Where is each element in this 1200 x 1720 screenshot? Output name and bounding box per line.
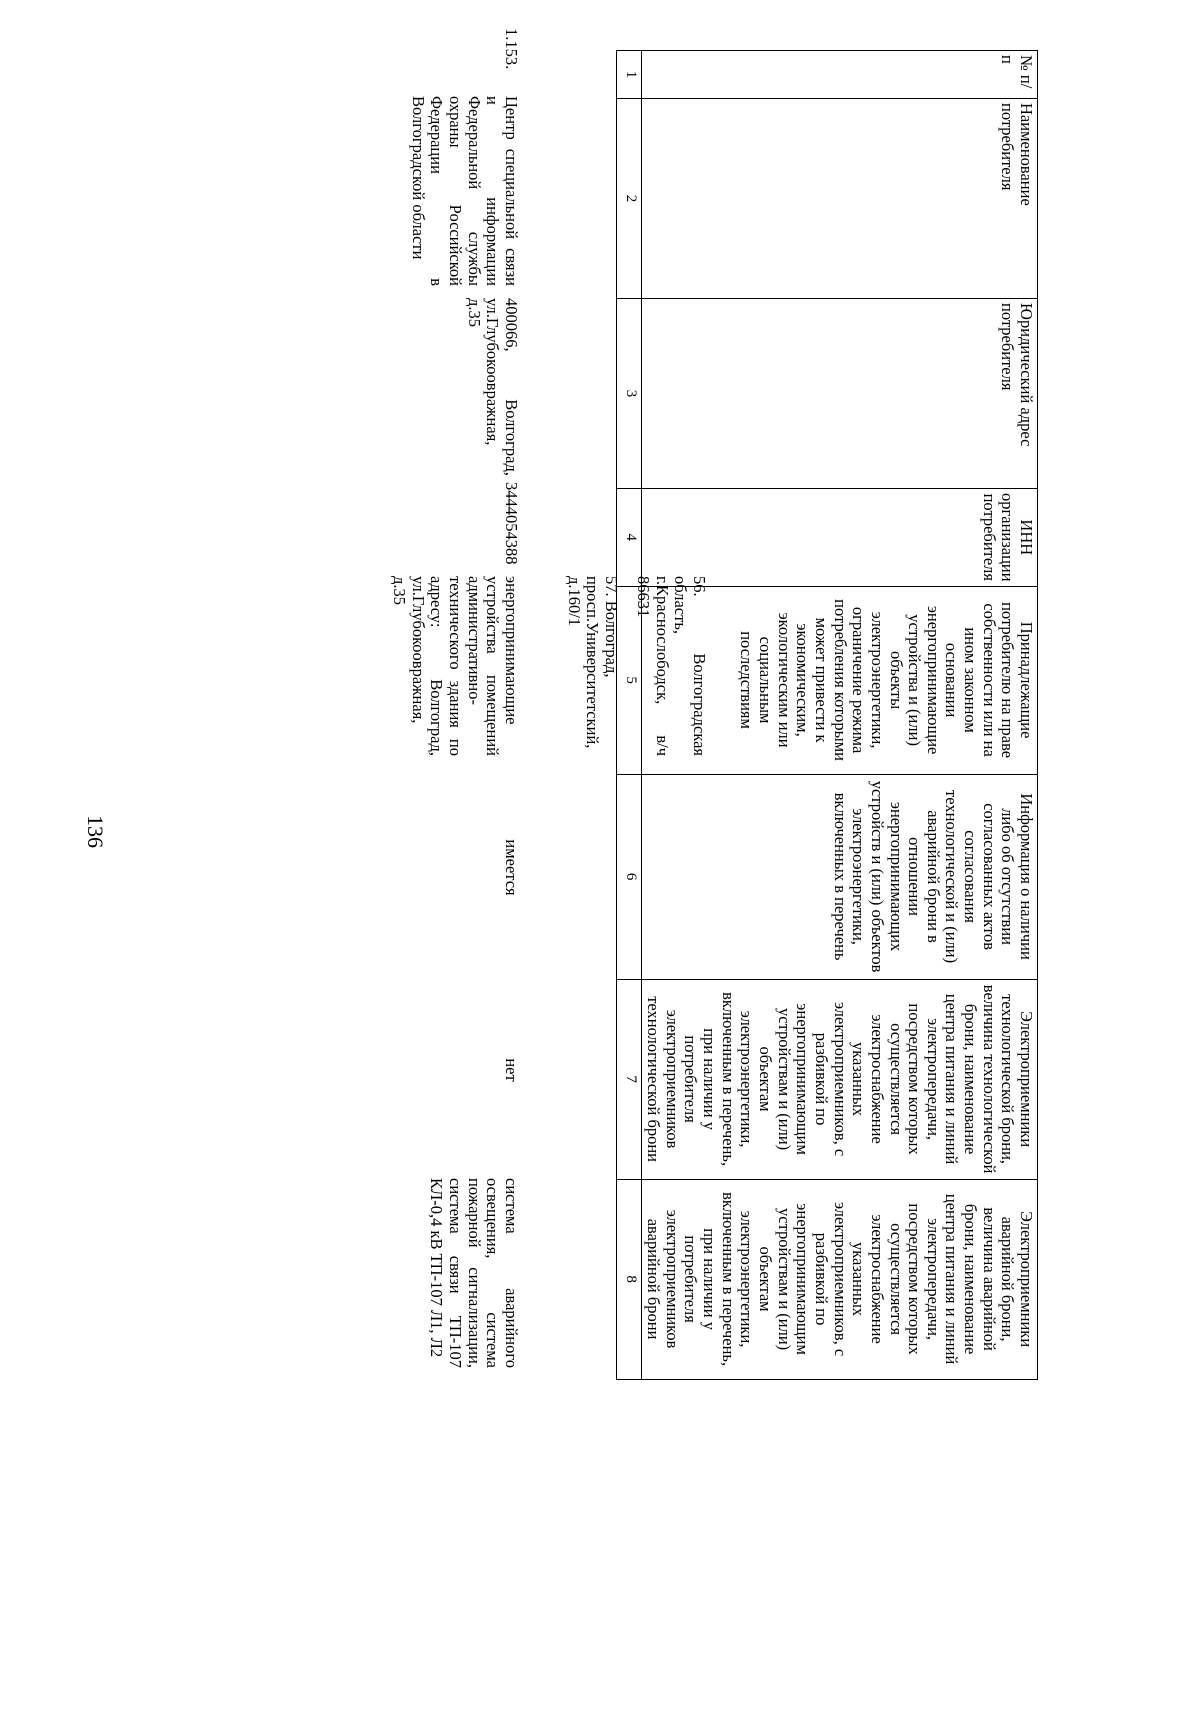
column-number: 4 [616,489,641,587]
entry-address: 400066, Волгоград, ул.Глубокоовражная, д.35 [464,298,521,476]
column-number: 7 [616,979,641,1179]
column-number: 1 [616,51,641,99]
column-number: 3 [616,299,641,489]
entry-number: 1.153. [502,28,521,70]
header-name: Наименование потребителя [641,99,1037,299]
header-acts: Информация о наличии либо об отсутствии согласованных актов согласования технологической и (или) аварийной брони в отношении энергопринимающих устройств и (или) объектов электроэнергетики, включенных в перечень [641,774,1037,979]
entry-emergency-reserve: система аварийного освещения, система пожарной сигнализации, система связи ТП-107 КЛ-0,4 кВ ТП-107 Л1, Л2 [427,1178,521,1368]
entry-acts: имеется [502,839,521,896]
entry-inn: 3444054388 [502,482,521,565]
header-emergency-reserve: Электроприемники аварийной брони, величина аварийной брони, наименование центра питания и линий электропередачи, посредством которых осуществляется электроснабжение указанных электроприемников, с разбивкой по энергопринимающим устройствам и (или) объектам электроэнергетики, включенным в перечень, при наличии у потребителя электроприемников аварийной брони [641,1179,1037,1379]
entry-tech-reserve: нет [502,1058,521,1082]
header-number: № п/п [641,51,1037,99]
column-number: 2 [616,99,641,299]
entry-name: Центр специальной связи и информации Федеральной службы охраны Российской Федерации в Волгоградской области [408,96,521,286]
column-number: 8 [616,1179,641,1379]
column-number: 6 [616,774,641,979]
continuation-item-57: 57. Волгоград, просп.Университетский, д.160/1 [564,576,621,749]
page-number: 136 [83,815,108,848]
column-number: 5 [616,586,641,774]
header-devices: Принадлежащие потребителю на праве собственности или на ином законном основании энергопринимающие устройства и (или) объекты электроэнергетики, ограничение режима потребления которыми может привести к экономическим, экологическим или социальным последствиям [641,586,1037,774]
header-inn: ИНН организации потребителя [641,489,1037,587]
header-tech-reserve: Электроприемники технологической брони, величина технологической брони, наименование центра питания и линий электропередачи, посредством которых осуществляется электроснабжение указанных электроприемников, с разбивкой по энергопринимающим устройствам и (или) объектам электроэнергетики, включенным в перечень, при наличии у потребителя электроприемников технологической брони [641,979,1037,1179]
header-address: Юридический адрес потребителя [641,299,1037,489]
entry-devices: энергопринимающие устройства помещений административно-технического здания по адресу: Волгоград, ул.Глубокоовражная, д.35 [390,576,521,756]
continuation-item-56: 56. Волгоградская область, г.Краснослободск, в/ч 86631 [634,576,709,756]
